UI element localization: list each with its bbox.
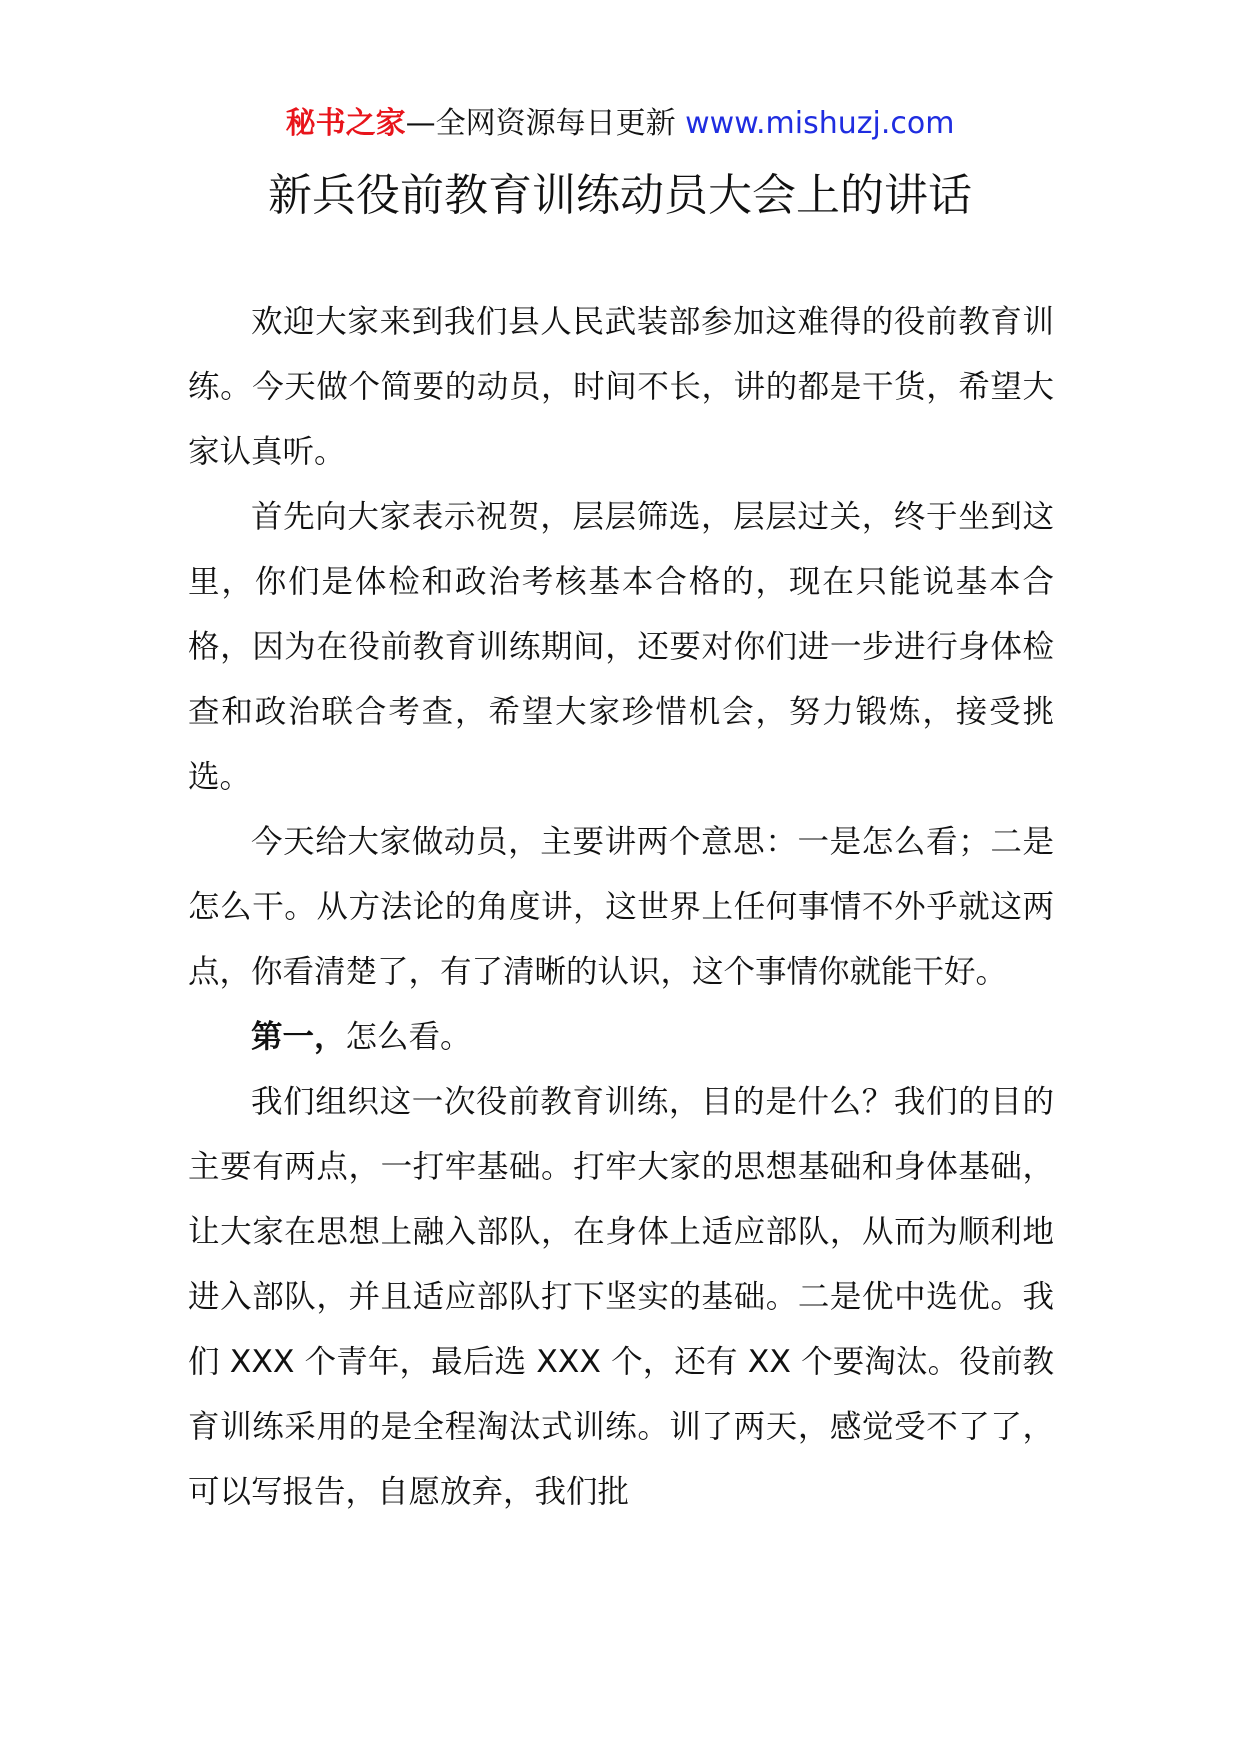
header-tagline: —全网资源每日更新 bbox=[405, 106, 686, 141]
document-body bbox=[188, 290, 1054, 1525]
section-heading-lead: 第一， bbox=[251, 1019, 346, 1055]
document-title: 新兵役前教育训练动员大会上的讲话 bbox=[268, 170, 972, 221]
section-heading-text: 怎么看。 bbox=[345, 1019, 472, 1055]
paragraph: 我们组织这一次役前教育训练，目的是什么？我们的目的主要有两点，一打牢基础。打牢大家的思想基础和身体基础，让大家在思想上融入部队，在身体上适应部队，从而为顺利地进入部队，并且适应部队打下坚实的基础。二是优中选优。我们 XXX 个青年，最后选 XXX 个，还有 XX 个要淘汰。役前教育训练采用的是全程淘汰式训练。训了两天，感觉受不了了，可以写报告，自愿放弃，我们批 bbox=[188, 1084, 1054, 1510]
paragraph: 首先向大家表示祝贺，层层筛选，层层过关，终于坐到这里，你们是体检和政治考核基本合格的，现在只能说基本合格，因为在役前教育训练期间，还要对你们进一步进行身体检查和政治联合考查，希望大家珍惜机会，努力锻炼，接受挑选。 bbox=[188, 499, 1054, 795]
section-heading bbox=[188, 1005, 1054, 1070]
site-url-link[interactable]: www.mishuzj.com bbox=[685, 106, 955, 141]
site-header bbox=[0, 100, 1240, 148]
brand-name: 秘书之家 bbox=[285, 106, 406, 141]
paragraph: 今天给大家做动员，主要讲两个意思：一是怎么看；二是怎么干。从方法论的角度讲，这世界上任何事情不外乎就这两点，你看清楚了，有了清晰的认识，这个事情你就能干好。 bbox=[188, 824, 1054, 990]
paragraph: 欢迎大家来到我们县人民武装部参加这难得的役前教育训练。今天做个简要的动员，时间不长，讲的都是干货，希望大家认真听。 bbox=[188, 304, 1054, 470]
